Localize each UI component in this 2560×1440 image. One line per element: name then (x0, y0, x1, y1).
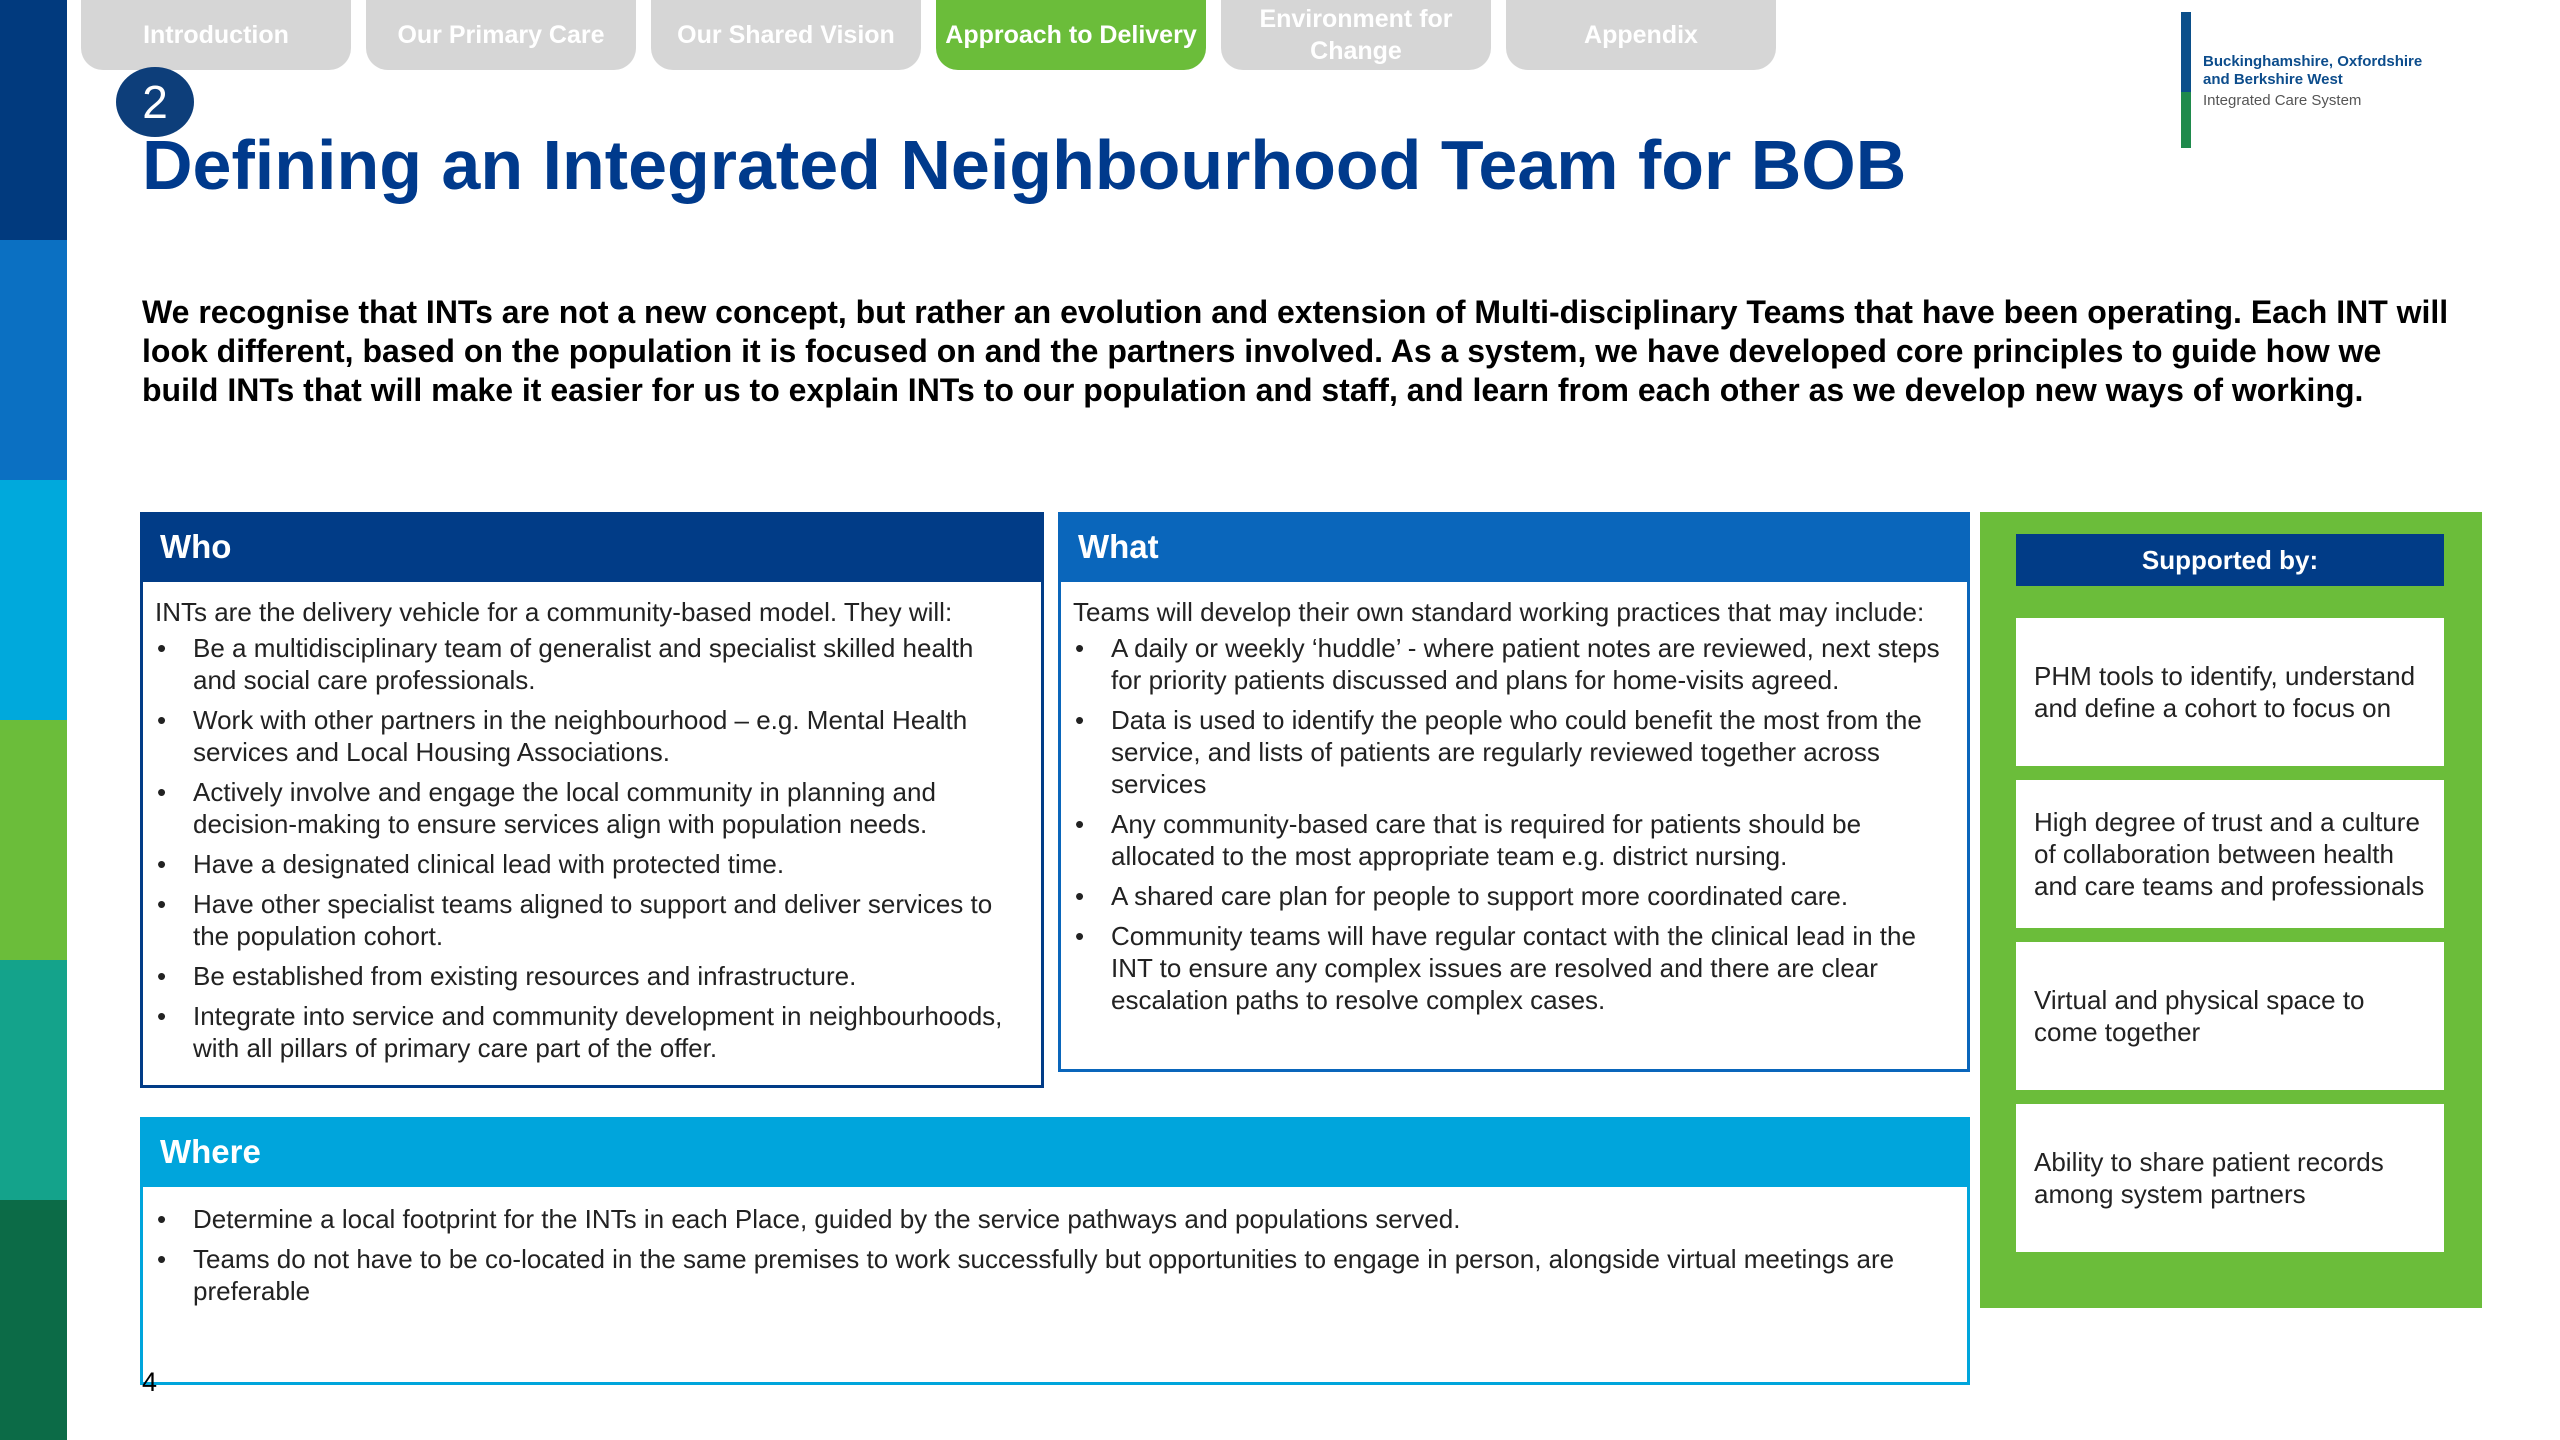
what-list (1073, 632, 1947, 1016)
list-item: • A shared care plan for people to support more coordinated care. (1073, 880, 1947, 912)
where-list (155, 1203, 1947, 1307)
list-item: • Community teams will have regular contact with the clinical lead in the INT to ensure any complex issues are resolved and there are clear escalation paths to resolve complex cases. (1073, 920, 1947, 1016)
tab-appendix[interactable]: Appendix (1506, 0, 1776, 70)
logo-text-line-2: and Berkshire West (2203, 71, 2343, 88)
who-heading: Who (140, 512, 1044, 582)
what-panel (1058, 512, 1970, 1072)
support-card (2016, 942, 2444, 1090)
list-item: • Be established from existing resources and infrastructure. (155, 960, 1021, 992)
who-body (140, 582, 1044, 1088)
who-lead-text: INTs are the delivery vehicle for a community-based model. They will: (155, 597, 953, 627)
logo-mark (2181, 92, 2191, 148)
support-card-text: High degree of trust and a culture of collaboration between health and care teams and professionals (2034, 807, 2425, 901)
who-panel (140, 512, 1044, 1088)
list-item: • A daily or weekly ‘huddle’ - where patient notes are reviewed, next steps for priority patients discussed and plans for home-visits agreed. (1073, 632, 1947, 696)
tab-environment-for-change[interactable]: Environment for Change (1221, 0, 1491, 70)
support-card-text: PHM tools to identify, understand and define a cohort to focus on (2034, 661, 2416, 723)
where-panel (140, 1117, 1970, 1385)
list-item: • Teams do not have to be co-located in the same premises to work successfully but opportunities to engage in person, alongside virtual meetings are preferable (155, 1243, 1947, 1307)
list-item: • Determine a local footprint for the INTs in each Place, guided by the service pathways and populations served. (155, 1203, 1947, 1235)
what-heading: What (1058, 512, 1970, 582)
supported-by-panel (1980, 512, 2482, 1308)
support-card (2016, 618, 2444, 766)
support-card (2016, 1104, 2444, 1252)
support-card-text: Ability to share patient records among system partners (2034, 1147, 2384, 1209)
ics-logo (2181, 12, 2461, 152)
stripe-segment (0, 720, 67, 960)
section-number-badge: 2 (116, 67, 194, 137)
intro-paragraph: We recognise that INTs are not a new concept, but rather an evolution and extension of Multi-disciplinary Teams that have been operating. Each INT will look different, based on the population it is focused on and the partners involved. As a system, we have developed core principles to guide how we build INTs that will make it easier for us to explain INTs to our population and staff, and learn from each other as we develop new ways of working. (142, 294, 2449, 408)
list-item: • Be a multidisciplinary team of generalist and specialist skilled health and social care professionals. (155, 632, 1021, 696)
list-item: • Actively involve and engage the local community in planning and decision-making to ensure services align with population needs. (155, 776, 1021, 840)
list-item: • Integrate into service and community development in neighbourhoods, with all pillars of primary care part of the offer. (155, 1000, 1021, 1064)
logo-text-line-1: Buckinghamshire, Oxfordshire (2203, 53, 2423, 70)
left-color-stripe (0, 0, 67, 1440)
list-item: • Any community-based care that is required for patients should be allocated to the most appropriate team e.g. district nursing. (1073, 808, 1947, 872)
tab-introduction[interactable]: Introduction (81, 0, 351, 70)
what-lead-text: Teams will develop their own standard working practices that may include: (1073, 597, 1925, 627)
tab-approach-to-delivery[interactable]: Approach to Delivery (936, 0, 1206, 70)
page-title: Defining an Integrated Neighbourhood Team for BOB (142, 126, 1907, 204)
list-item: • Work with other partners in the neighbourhood – e.g. Mental Health services and Local Housing Associations. (155, 704, 1021, 768)
where-body (140, 1187, 1970, 1385)
stripe-segment (0, 1200, 67, 1440)
logo-text-line-3: Integrated Care System (2203, 92, 2362, 109)
supported-by-heading: Supported by: (2016, 534, 2444, 586)
where-heading: Where (140, 1117, 1970, 1187)
tab-our-shared-vision[interactable]: Our Shared Vision (651, 0, 921, 70)
stripe-segment (0, 960, 67, 1200)
who-list (155, 632, 1021, 1064)
tab-our-primary-care[interactable]: Our Primary Care (366, 0, 636, 70)
stripe-segment (0, 480, 67, 720)
support-card (2016, 780, 2444, 928)
list-item: • Data is used to identify the people who could benefit the most from the service, and lists of patients are regularly reviewed together across services (1073, 704, 1947, 800)
page-number: 4 (142, 1367, 158, 1397)
stripe-segment (0, 240, 67, 480)
list-item: • Have a designated clinical lead with protected time. (155, 848, 1021, 880)
list-item: • Have other specialist teams aligned to support and deliver services to the population cohort. (155, 888, 1021, 952)
stripe-segment (0, 0, 67, 240)
what-body (1058, 582, 1970, 1072)
logo-mark (2181, 12, 2191, 92)
support-card-text: Virtual and physical space to come together (2034, 985, 2365, 1047)
